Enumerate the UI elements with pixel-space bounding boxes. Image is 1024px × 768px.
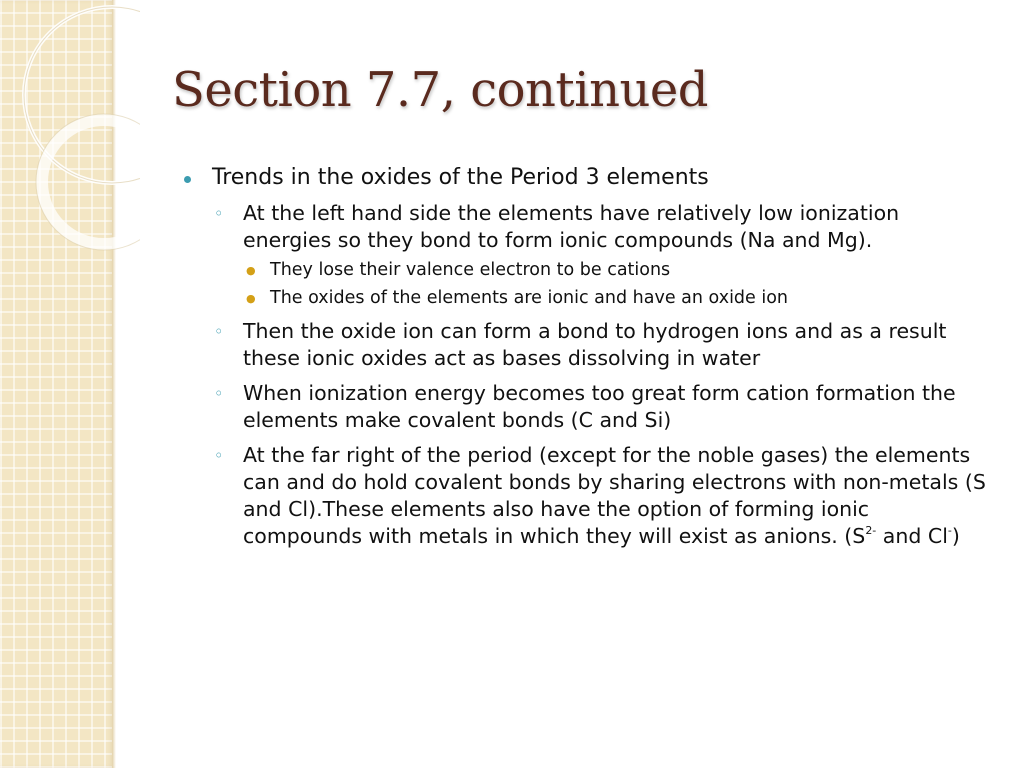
bullet-text (243, 443, 986, 548)
small-dot-bullet-icon: ● (246, 264, 256, 277)
bullet-text-end: ) (951, 524, 960, 548)
ring-bullet-icon: ◦ (214, 446, 224, 465)
decorative-rings (0, 0, 140, 280)
bullet-text: When ionization energy becomes too great form cation formation the elements make covalent bonds (C and Si) (243, 381, 956, 432)
bullet-level2 (184, 442, 992, 550)
bullet-level2 (184, 380, 992, 434)
superscript-charge: 2- (865, 524, 877, 537)
bullet-text: The oxides of the elements are ionic and have an oxide ion (270, 288, 789, 308)
ring-bullet-icon: ◦ (214, 322, 224, 341)
slide-title: Section 7.7, continued (172, 62, 709, 118)
bullet-text-main: At the far right of the period (except for the noble gases) the elements can and do hold covalent bonds by sharing electrons with non-metals (S and Cl).These elements also have the option of forming ionic compounds with metals in which they will exist as anions. (S (243, 443, 986, 548)
bullet-level1 (184, 164, 992, 192)
dot-bullet-icon (184, 176, 191, 183)
superscript-charge: - (947, 524, 952, 537)
small-dot-bullet-icon: ● (246, 292, 256, 305)
bullet-level2 (184, 318, 992, 372)
bullet-text: Trends in the oxides of the Period 3 elements (212, 165, 709, 190)
ring-bullet-icon: ◦ (214, 204, 224, 223)
bullet-text: At the left hand side the elements have relatively low ionization energies so they bond to form ionic compounds (Na and Mg). (243, 201, 900, 252)
ring-bullet-icon: ◦ (214, 384, 224, 403)
slide-content (184, 164, 992, 550)
bullet-level2 (184, 200, 992, 254)
bullet-level3 (184, 286, 992, 310)
bullet-level3 (184, 258, 992, 282)
bullet-text: They lose their valence electron to be cations (270, 260, 671, 280)
bullet-text-mid: and Cl (876, 524, 948, 548)
bullet-text: Then the oxide ion can form a bond to hydrogen ions and as a result these ionic oxides act as bases dissolving in water (243, 319, 947, 370)
